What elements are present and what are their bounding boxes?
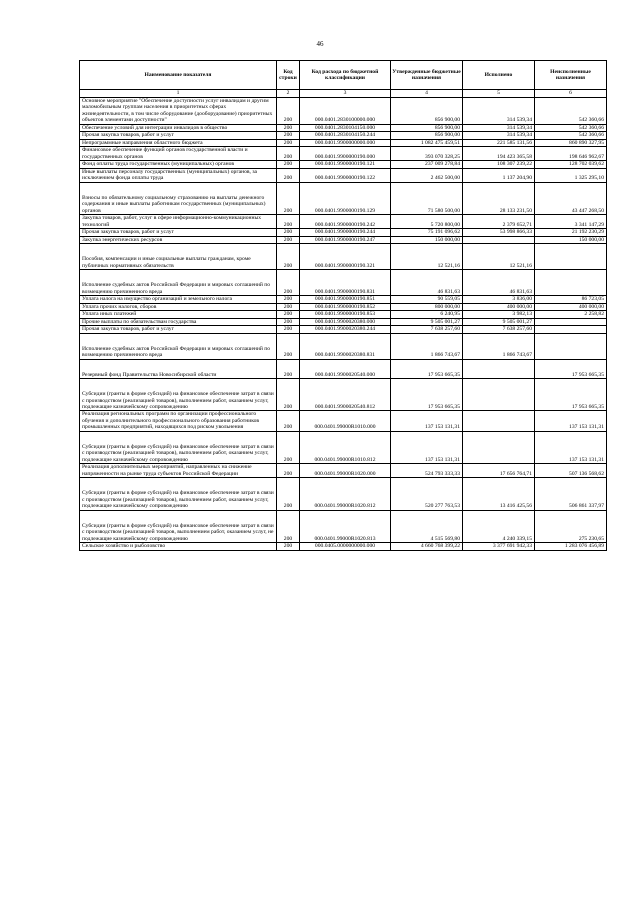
table-row	[80, 147, 607, 161]
budget-code-cell: 000.0401.9900000190.244	[300, 229, 391, 236]
approved-amount-cell: 524 793 333,33	[391, 464, 463, 478]
table-row	[80, 296, 607, 303]
row-code-cell: 200	[277, 318, 300, 325]
approved-amount-cell: 75 191 096,62	[391, 229, 463, 236]
row-code-cell: 200	[277, 139, 300, 146]
budget-code-cell: 000.0401.9900000190.853	[300, 311, 391, 318]
budget-code-cell: 000.0401.99000R1020.000	[300, 464, 391, 478]
unexecuted-amount-cell: 17 953 665,35	[535, 379, 607, 411]
approved-amount-cell: 520 277 763,53	[391, 478, 463, 510]
executed-amount-cell: 4 240 339,15	[463, 510, 535, 542]
executed-amount-cell: 1 137 204,90	[463, 168, 535, 182]
table-row	[80, 244, 607, 270]
executed-amount-cell: 2 379 652,71	[463, 215, 535, 229]
budget-code-cell: 000.0401.9900000190.122	[300, 168, 391, 182]
table-row	[80, 431, 607, 463]
table-row	[80, 326, 607, 333]
unexecuted-amount-cell: 1 283 076 456,89	[535, 543, 607, 550]
indicator-name-cell: Субсидии (гранты в форме субсидий) на финансовое обеспечение затрат в связи с производством (реализацией товаров), выполнением работ, оказанием услуг, подлежащие казначейскому сопровождению	[80, 478, 277, 510]
table-row	[80, 333, 607, 359]
row-code-cell: 200	[277, 147, 300, 161]
indicator-name-cell: Уплата налога на имущество организаций и земельного налога	[80, 296, 277, 303]
table-row	[80, 270, 607, 296]
table-row	[80, 132, 607, 139]
indicator-name-cell: Исполнение судебных актов Российской Федерации и мировых соглашений по возмещению причиненного вреда	[80, 270, 277, 296]
indicator-name-cell: Реализация дополнительных мероприятий, направленных на снижение напряженности на рынке труда субъектов Российской Федерации	[80, 464, 277, 478]
approved-amount-cell: 1 082 475 459,51	[391, 139, 463, 146]
indicator-name-cell: Прочая закупка товаров, работ и услуг	[80, 326, 277, 333]
unexecuted-amount-cell: 1 325 295,10	[535, 168, 607, 182]
approved-amount-cell: 1 866 743,67	[391, 333, 463, 359]
table-row	[80, 464, 607, 478]
approved-amount-cell: 9 505 001,27	[391, 318, 463, 325]
budget-code-cell: 000.0401.9900000190.247	[300, 236, 391, 243]
unexecuted-amount-cell: 86 723,05	[535, 296, 607, 303]
executed-amount-cell: 3 982,13	[463, 311, 535, 318]
table-row	[80, 478, 607, 510]
indicator-name-cell: Прочая закупка товаров, работ и услуг	[80, 132, 277, 139]
budget-execution-table	[79, 60, 607, 551]
approved-amount-cell: 2 462 500,00	[391, 168, 463, 182]
budget-code-cell: 000.0401.9900020380.000	[300, 318, 391, 325]
indicator-name-cell: Прочие выплаты по обязательствам государства	[80, 318, 277, 325]
executed-amount-cell: 314 539,34	[463, 132, 535, 139]
row-code-cell: 200	[277, 229, 300, 236]
row-code-cell: 200	[277, 303, 300, 310]
budget-code-cell: 000.0401.9900000190.852	[300, 303, 391, 310]
executed-amount-cell	[463, 411, 535, 431]
table-row	[80, 161, 607, 168]
table-row	[80, 139, 607, 146]
header-indicator-name: Наименование показателя	[80, 61, 277, 90]
column-number: 6	[535, 90, 607, 98]
executed-amount-cell: 400 000,00	[463, 303, 535, 310]
executed-amount-cell: 3 377 691 942,33	[463, 543, 535, 550]
unexecuted-amount-cell: 128 702 039,62	[535, 161, 607, 168]
table-row	[80, 379, 607, 411]
executed-amount-cell: 9 505 001,27	[463, 318, 535, 325]
approved-amount-cell: 150 000,00	[391, 236, 463, 243]
approved-amount-cell: 856 900,00	[391, 124, 463, 131]
table-row	[80, 229, 607, 236]
table-row	[80, 411, 607, 431]
indicator-name-cell: Реализация региональных программ по организации профессионального обучения и дополнительного профессионального образования работников промышленных предприятий, находящихся под риском увольнения	[80, 411, 277, 431]
executed-amount-cell: 28 133 231,50	[463, 182, 535, 214]
budget-code-cell: 000.0401.9900000190.129	[300, 182, 391, 214]
approved-amount-cell: 137 153 131,31	[391, 431, 463, 463]
indicator-name-cell: Уплата прочих налогов, сборов	[80, 303, 277, 310]
row-code-cell: 200	[277, 215, 300, 229]
budget-code-cell: 000.0401.99000R1020.813	[300, 510, 391, 542]
row-code-cell: 200	[277, 236, 300, 243]
row-code-cell: 200	[277, 124, 300, 131]
table-row	[80, 98, 607, 125]
row-code-cell: 200	[277, 478, 300, 510]
table-header-row	[80, 61, 607, 90]
approved-amount-cell: 46 831,63	[391, 270, 463, 296]
executed-amount-cell: 17 656 764,71	[463, 464, 535, 478]
indicator-name-cell: Субсидии (гранты в форме субсидий) на финансовое обеспечение затрат в связи с производством (реализацией товаров), выполнением работ, оказанием услуг, подлежащие казначейскому сопровождению	[80, 431, 277, 463]
row-code-cell: 200	[277, 296, 300, 303]
budget-code-cell: 000.0401.9900020540.812	[300, 379, 391, 411]
unexecuted-amount-cell: 2 258,82	[535, 311, 607, 318]
budget-code-cell: 000.0401.2830100000.000	[300, 98, 391, 125]
budget-code-cell: 000.0401.9900000190.321	[300, 244, 391, 270]
table-body	[80, 98, 607, 551]
unexecuted-amount-cell: 400 000,00	[535, 303, 607, 310]
table-row	[80, 510, 607, 542]
budget-code-cell: 000.0401.9900000190.121	[300, 161, 391, 168]
column-number: 4	[391, 90, 463, 98]
row-code-cell: 200	[277, 543, 300, 550]
unexecuted-amount-cell: 542 360,66	[535, 124, 607, 131]
row-code-cell: 200	[277, 270, 300, 296]
executed-amount-cell: 314 539,34	[463, 124, 535, 131]
row-code-cell: 200	[277, 333, 300, 359]
executed-amount-cell	[463, 431, 535, 463]
table-row	[80, 124, 607, 131]
budget-code-cell: 000.0401.9900000190.242	[300, 215, 391, 229]
indicator-name-cell: Финансовое обеспечение функций органов государственной власти и государственных органов	[80, 147, 277, 161]
approved-amount-cell: 17 953 665,35	[391, 379, 463, 411]
column-number-row	[80, 90, 607, 98]
indicator-name-cell: Уплата иных платежей	[80, 311, 277, 318]
indicator-name-cell: Иные выплаты персоналу государственных (муниципальных) органов, за исключением фонда оплаты труда	[80, 168, 277, 182]
unexecuted-amount-cell	[535, 244, 607, 270]
indicator-name-cell: Фонд оплаты труда государственных (муниципальных) органов	[80, 161, 277, 168]
approved-amount-cell: 17 953 665,35	[391, 359, 463, 378]
row-code-cell: 200	[277, 359, 300, 378]
header-budget-code: Код расхода по бюджетной классификации	[300, 61, 391, 90]
header-executed: Исполнено	[463, 61, 535, 90]
table-row	[80, 215, 607, 229]
table-row	[80, 182, 607, 214]
unexecuted-amount-cell: 198 646 962,67	[535, 147, 607, 161]
budget-code-cell: 000.0401.99000R1010.812	[300, 431, 391, 463]
executed-amount-cell: 53 998 866,33	[463, 229, 535, 236]
unexecuted-amount-cell: 137 153 131,31	[535, 431, 607, 463]
header-approved: Утвержденные бюджетные назначения	[391, 61, 463, 90]
table-row	[80, 303, 607, 310]
indicator-name-cell: Пособия, компенсации и иные социальные выплаты гражданам, кроме публичных нормативных обязательств	[80, 244, 277, 270]
budget-code-cell: 000.0401.99000R1020.812	[300, 478, 391, 510]
column-number: 2	[277, 90, 300, 98]
row-code-cell: 200	[277, 311, 300, 318]
budget-code-cell: 000.0405.0000000000.000	[300, 543, 391, 550]
unexecuted-amount-cell: 542 360,66	[535, 132, 607, 139]
approved-amount-cell: 237 009 278,84	[391, 161, 463, 168]
indicator-name-cell: Непрограммные направления областного бюджета	[80, 139, 277, 146]
budget-code-cell: 000.0401.9900020380.831	[300, 333, 391, 359]
row-code-cell: 200	[277, 168, 300, 182]
executed-amount-cell: 194 423 365,58	[463, 147, 535, 161]
row-code-cell: 200	[277, 379, 300, 411]
table-row	[80, 236, 607, 243]
row-code-cell: 200	[277, 182, 300, 214]
budget-code-cell: 000.0401.2830104150.244	[300, 132, 391, 139]
executed-amount-cell: 108 307 239,22	[463, 161, 535, 168]
executed-amount-cell	[463, 379, 535, 411]
column-number: 1	[80, 90, 277, 98]
unexecuted-amount-cell: 3 341 147,29	[535, 215, 607, 229]
indicator-name-cell: Прочая закупка товаров, работ и услуг	[80, 229, 277, 236]
budget-code-cell: 000.0401.9900020540.000	[300, 359, 391, 378]
column-number: 5	[463, 90, 535, 98]
row-code-cell: 200	[277, 411, 300, 431]
executed-amount-cell: 46 831,63	[463, 270, 535, 296]
unexecuted-amount-cell: 507 136 568,62	[535, 464, 607, 478]
table-row	[80, 359, 607, 378]
approved-amount-cell: 393 070 328,25	[391, 147, 463, 161]
approved-amount-cell: 90 559,05	[391, 296, 463, 303]
header-unexecuted: Неисполненные назначения	[535, 61, 607, 90]
budget-code-cell: 000.0401.2830104150.000	[300, 124, 391, 131]
approved-amount-cell: 7 638 257,60	[391, 326, 463, 333]
executed-amount-cell: 314 539,34	[463, 98, 535, 125]
unexecuted-amount-cell	[535, 270, 607, 296]
executed-amount-cell	[463, 236, 535, 243]
approved-amount-cell: 4 515 569,80	[391, 510, 463, 542]
approved-amount-cell: 856 900,00	[391, 98, 463, 125]
unexecuted-amount-cell: 542 360,66	[535, 98, 607, 125]
approved-amount-cell: 12 521,16	[391, 244, 463, 270]
unexecuted-amount-cell: 860 890 327,95	[535, 139, 607, 146]
executed-amount-cell: 12 521,16	[463, 244, 535, 270]
executed-amount-cell: 13 416 425,56	[463, 478, 535, 510]
row-code-cell: 200	[277, 98, 300, 125]
header-row-code: Код строки	[277, 61, 300, 90]
table-row	[80, 168, 607, 182]
row-code-cell: 200	[277, 132, 300, 139]
table-row	[80, 543, 607, 550]
executed-amount-cell: 3 836,00	[463, 296, 535, 303]
indicator-name-cell: Закупка энергетических ресурсов	[80, 236, 277, 243]
row-code-cell: 200	[277, 431, 300, 463]
indicator-name-cell: Субсидии (гранты в форме субсидий) на финансовое обеспечение затрат в связи с производством (реализацией товаров), выполнением работ, оказанием услуг, подлежащие казначейскому сопровождению	[80, 379, 277, 411]
indicator-name-cell: Основное мероприятие "Обеспечение доступности услуг инвалидам и другим маломобильным группам населения в приоритетных сферах жизнедеятельности, в том числе оборудование (дооборудование) приоритетных объектов элементами доступности"	[80, 98, 277, 125]
executed-amount-cell	[463, 359, 535, 378]
approved-amount-cell: 6 240,95	[391, 311, 463, 318]
unexecuted-amount-cell: 17 953 665,35	[535, 359, 607, 378]
table-row	[80, 311, 607, 318]
budget-code-cell: 000.0401.9900000190.831	[300, 270, 391, 296]
unexecuted-amount-cell: 275 230,65	[535, 510, 607, 542]
unexecuted-amount-cell	[535, 333, 607, 359]
executed-amount-cell: 1 866 743,67	[463, 333, 535, 359]
approved-amount-cell: 800 000,00	[391, 303, 463, 310]
table-row	[80, 318, 607, 325]
executed-amount-cell: 221 585 131,56	[463, 139, 535, 146]
budget-code-cell: 000.0401.9900020380.244	[300, 326, 391, 333]
budget-code-cell: 000.0401.9900000000.000	[300, 139, 391, 146]
indicator-name-cell: Закупка товаров, работ, услуг в сфере информационно-коммуникационных технологий	[80, 215, 277, 229]
unexecuted-amount-cell: 506 861 337,97	[535, 478, 607, 510]
indicator-name-cell: Исполнение судебных актов Российской Федерации и мировых соглашений по возмещению причиненного вреда	[80, 333, 277, 359]
unexecuted-amount-cell: 150 000,00	[535, 236, 607, 243]
indicator-name-cell: Сельское хозяйство и рыболовство	[80, 543, 277, 550]
budget-code-cell: 000.0401.9900000190.851	[300, 296, 391, 303]
page-number: 46	[316, 40, 324, 48]
budget-code-cell: 000.0401.99000R1010.000	[300, 411, 391, 431]
indicator-name-cell: Субсидии (гранты в форме субсидий) на финансовое обеспечение затрат в связи с производством (реализацией товаров, выполнением работ, оказанием услуг, не подлежащие казначейскому сопровождению	[80, 510, 277, 542]
row-code-cell: 200	[277, 244, 300, 270]
indicator-name-cell: Обеспечение условий для интеграции инвалидов в общество	[80, 124, 277, 131]
budget-code-cell: 000.0401.9900000190.000	[300, 147, 391, 161]
row-code-cell: 200	[277, 510, 300, 542]
approved-amount-cell: 5 720 800,00	[391, 215, 463, 229]
approved-amount-cell: 856 900,00	[391, 132, 463, 139]
executed-amount-cell: 7 638 257,60	[463, 326, 535, 333]
unexecuted-amount-cell: 21 192 230,29	[535, 229, 607, 236]
row-code-cell: 200	[277, 161, 300, 168]
column-number: 3	[300, 90, 391, 98]
approved-amount-cell: 4 660 768 399,22	[391, 543, 463, 550]
row-code-cell: 200	[277, 464, 300, 478]
approved-amount-cell: 71 580 500,00	[391, 182, 463, 214]
indicator-name-cell: Взносы по обязательному социальному страхованию на выплаты денежного содержания и иные выплаты работникам государственных (муниципальных) органов	[80, 182, 277, 214]
indicator-name-cell: Резервный фонд Правительства Новосибирской области	[80, 359, 277, 378]
unexecuted-amount-cell: 43 447 268,50	[535, 182, 607, 214]
unexecuted-amount-cell	[535, 318, 607, 325]
unexecuted-amount-cell: 137 153 131,31	[535, 411, 607, 431]
row-code-cell: 200	[277, 326, 300, 333]
unexecuted-amount-cell	[535, 326, 607, 333]
approved-amount-cell: 137 153 131,31	[391, 411, 463, 431]
